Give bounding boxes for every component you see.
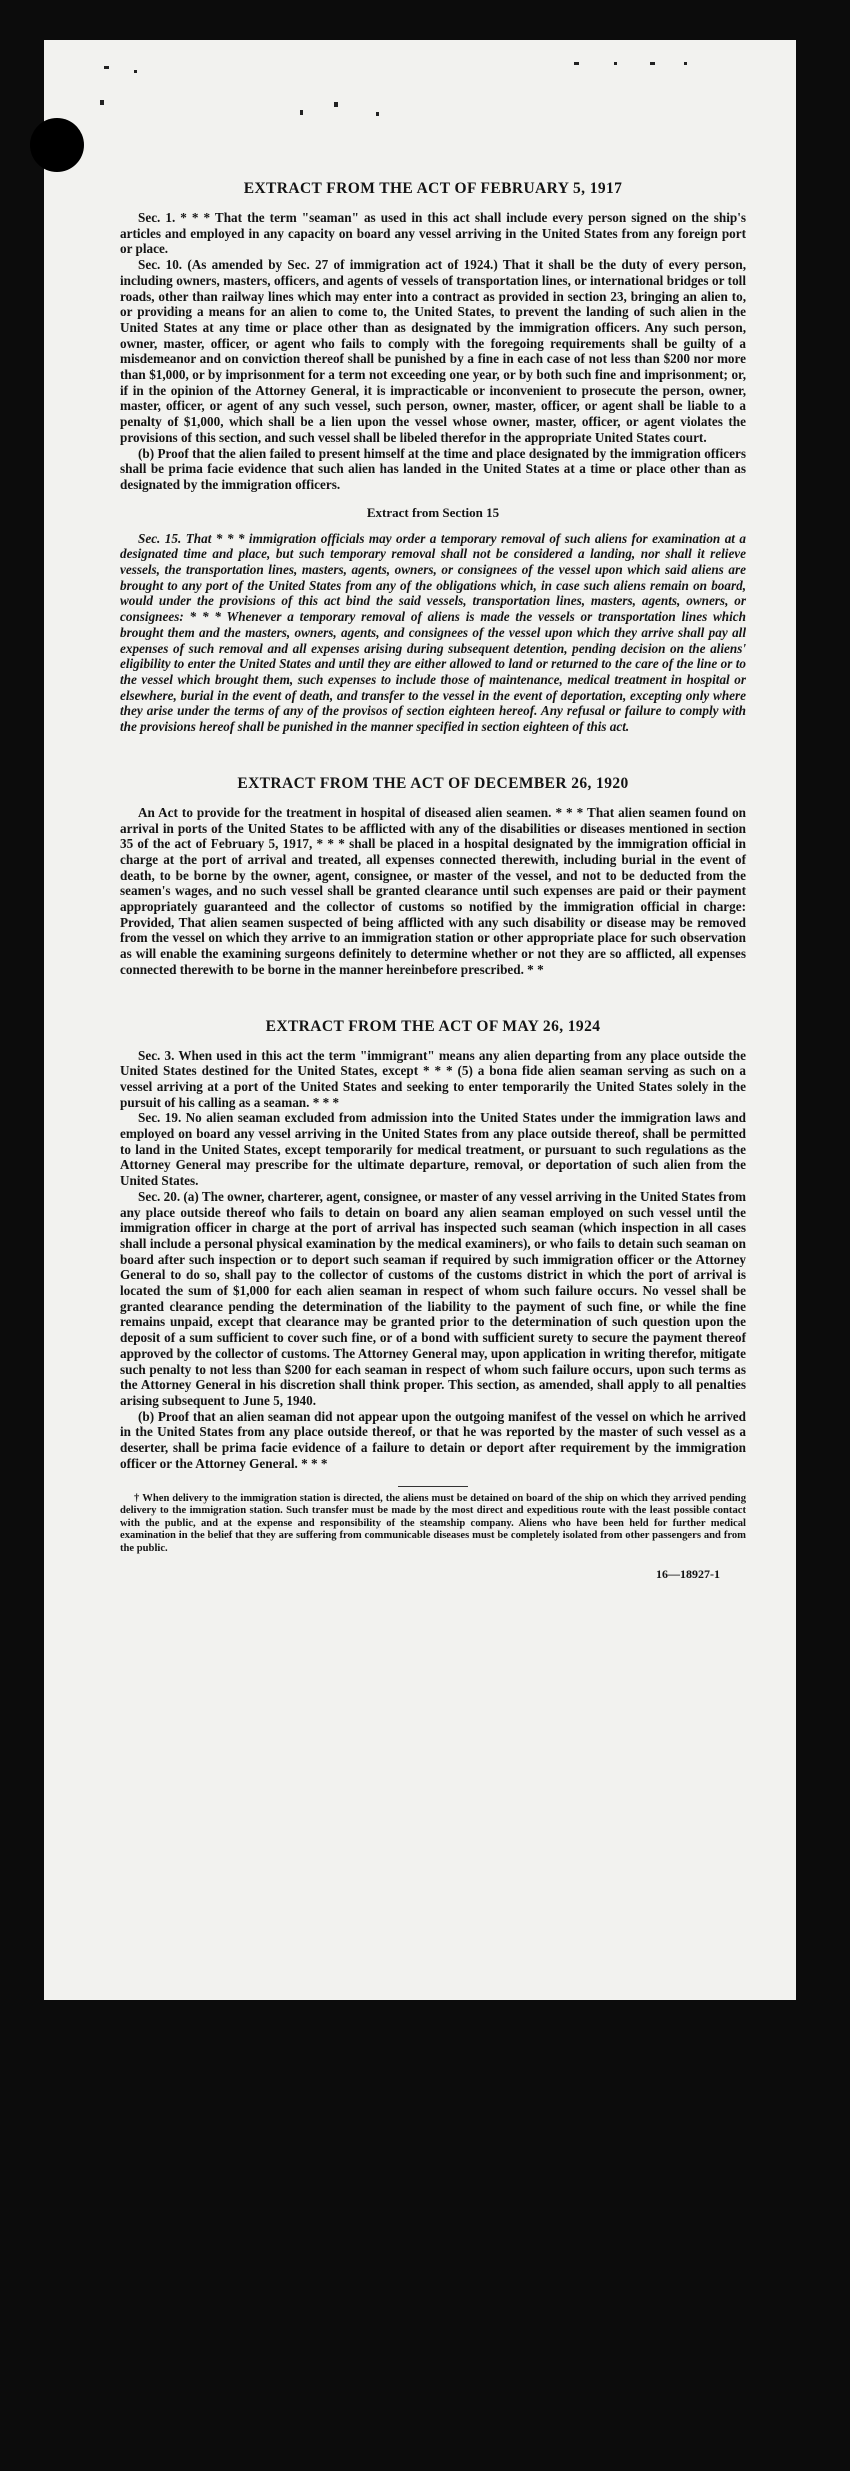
scan-specks: [44, 40, 796, 150]
sec-20b-paragraph: (b) Proof that an alien seaman did not appear upon the outgoing manifest of the vessel on which he arrived in the United States from any place outside thereof, or that he was reported by the master of such vessel as a deserter, shall be prima facie evidence of a failure to detain or deport after requirement by the immigration officer or the Attorney General. * * *: [120, 1408, 746, 1471]
heading-act-1924: EXTRACT FROM THE ACT OF MAY 26, 1924: [265, 1017, 601, 1035]
sec-20a-paragraph: Sec. 20. (a) The owner, charterer, agent, consignee, or master of any vessel arriving in the United States from any place outside thereof who fails to detain on board any alien seaman employed on such vessel until the immigration officer in charge at the port of arrival has inspected such seaman (which inspection in all cases shall include a personal physical examination by the medical examiners), or who fails to detain such seaman on board after such inspection or to deport such seaman if required by such immigration officer or the Attorney General to do so, shall pay to the collector of customs of the customs district in which the port of arrival is located the sum of $1,000 for each alien seaman in respect of whom such failure occurs. No vessel shall be granted clearance pending the determination of the liability to the payment of such fine, or while the fine remains unpaid, except that clearance may be granted prior to the determination of such question upon the deposit of a sum sufficient to cover such fine, or of a bond with sufficient surety to secure the payment thereof approved by the collector of customs. The Attorney General may, upon application in writing therefor, mitigate such penalty to not less than $200 for each seaman in respect of whom such failure occurs, upon such terms as the Attorney General in his discretion shall think proper. This section, as amended, shall apply to all penalties arising subsequent to June 5, 1940.: [120, 1188, 747, 1408]
speck: [684, 62, 687, 65]
speck: [100, 100, 104, 105]
speck: [134, 70, 137, 73]
speck: [300, 110, 303, 115]
document-page: [44, 40, 796, 2000]
form-number: 16—18927-1: [656, 1567, 720, 1582]
act-1920-paragraph: An Act to provide for the treatment in hospital of diseased alien seamen. * * * That alien seamen found on arrival in ports of the United States to be afflicted with any of the disabilities or diseases mentioned in section 35 of the act of February 5, 1917, * * * shall be placed in a hospital designated by the immigration official in charge at the port of arrival and treated, all expenses connected therewith, including burial in the event of death, to be borne by the owner, agent, consignee, or master of the vessel, and not to be deducted from the seamen's wages, and no such vessel shall be granted clearance until such expenses are paid or their payment appropriately guaranteed and the collector of customs so notified by the immigration official in charge: Provided, That alien seamen suspected of being afflicted with any such disability or disease may be removed from the vessel on which they arrive to an immigration station or other appropriate place for such observation as will enable the examining surgeons definitely to determine whether or not they are so afflicted, all expenses connected therewith to be borne in the manner hereinbefore prescribed. * *: [120, 804, 746, 977]
sec-3-paragraph: Sec. 3. When used in this act the term "immigrant" means any alien departing from any place outside the United States destined for the United States, except * * * (5) a bona fide alien seaman serving as such on a vessel arriving at a port of the United States and seeking to enter temporarily the United States solely in the pursuit of his calling as a seaman. * * *: [120, 1047, 746, 1110]
speck: [104, 66, 109, 69]
speck: [574, 62, 579, 65]
footnote: † When delivery to the immigration station is directed, the aliens must be detained on board of the ship on which they arrived pending delivery to the immigration station. Such transfer must be made by the most direct and expeditious route with the least possible contact with the public, and at the expense and responsibility of the steamship company. Aliens who have been held for further medical examination in the belief that they are suffering from communicable diseases must be completely isolated from other passengers and from the public.: [120, 1492, 746, 1554]
sec-1-paragraph: Sec. 1. * * * That the term "seaman" as used in this act shall include every person signed on the ship's articles and employed in any capacity on board any vessel arriving in the United States from any foreign port or place.: [120, 210, 746, 257]
sec-10b-paragraph: (b) Proof that the alien failed to present himself at the time and place designated by the immigration officers shall be prima facie evidence that such alien has landed in the United States at a time or place other than as designated by the immigration officers.: [120, 445, 746, 492]
sec-19-paragraph: Sec. 19. No alien seaman excluded from admission into the United States under the immigration laws and employed on board any vessel arriving in the United States from any place outside thereof, shall be permitted to land in the United States, except temporarily for medical treatment, or pursuant to such regulations as the Attorney General may prescribe for the ultimate departure, removal, or deportation of such alien from the United States.: [120, 1110, 746, 1189]
subheading-section-15: Extract from Section 15: [366, 504, 500, 520]
speck: [334, 102, 338, 107]
heading-act-1920: EXTRACT FROM THE ACT OF DECEMBER 26, 1920: [237, 774, 629, 792]
sec-15-paragraph: Sec. 15. That * * * immigration officials may order a temporary removal of such aliens for examination at a designated time and place, but such temporary removal shall not be considered a landing, nor shall it relieve vessels, the transportation lines, masters, agents, owners, or consignees of the vessel upon which said aliens are brought to any port of the United States from any of the obligations which, in case such aliens remain on board, would under the provisions of this act bind the said vessels, transportation lines, masters, agents, owners, or consignees: * * * Whenever a temporary removal of aliens is made the vessels or transportation lines which brought them and the masters, owners, agents, and consignees of the vessel upon which they arrive shall pay all expenses of such removal and all expenses arising during subsequent detention, pending decision on the aliens' eligibility to enter the United States and until they are either allowed to land or returned to the care of the line or to the vessel which brought them, such expenses to include those of maintenance, medical treatment in hospital or elsewhere, burial in the event of death, and transfer to the vessel in the event of deportation, excepting only where they arise under the terms of any of the provisos of section eighteen hereof. Any refusal or failure to comply with the provisions hereof shall be punished in the manner specified in section eighteen of this act.: [120, 530, 746, 735]
speck: [614, 62, 617, 65]
sec-10-paragraph: Sec. 10. (As amended by Sec. 27 of immigration act of 1924.) That it shall be the duty of every person, including owners, masters, officers, and agents of vessels of transportation lines, or international bridges or toll roads, other than railway lines which may enter into a contract as provided in section 23, bringing an alien to, or providing a means for an alien to come to, the United States, to prevent the landing of such alien in the United States at any time or place other than as designated by the immigration officers. Any such person, owner, master, officer, or agent who fails to comply with the foregoing requirements shall be guilty of a misdemeanor and on conviction thereof shall be punished by a fine in each case of not less than $200 nor more than $1,000, or by imprisonment for a term not exceeding one year, or by both such fine and imprisonment; or, if in the opinion of the Attorney General, it is impracticable or inconvenient to prosecute the person, owner, master, officer, or agent of any such vessel, such person, owner, master, officer, or agent shall be liable to a penalty of $1,000, which shall be a lien upon the vessel whose owner, master, officer, or agent violates the provisions of this section, and such vessel shall be libeled therefor in the appropriate United States court.: [120, 257, 746, 445]
heading-act-1917: EXTRACT FROM THE ACT OF FEBRUARY 5, 1917: [243, 180, 623, 197]
speck: [650, 62, 655, 65]
footnote-divider: [398, 1486, 468, 1487]
speck: [376, 112, 379, 116]
punch-hole: [30, 118, 84, 172]
